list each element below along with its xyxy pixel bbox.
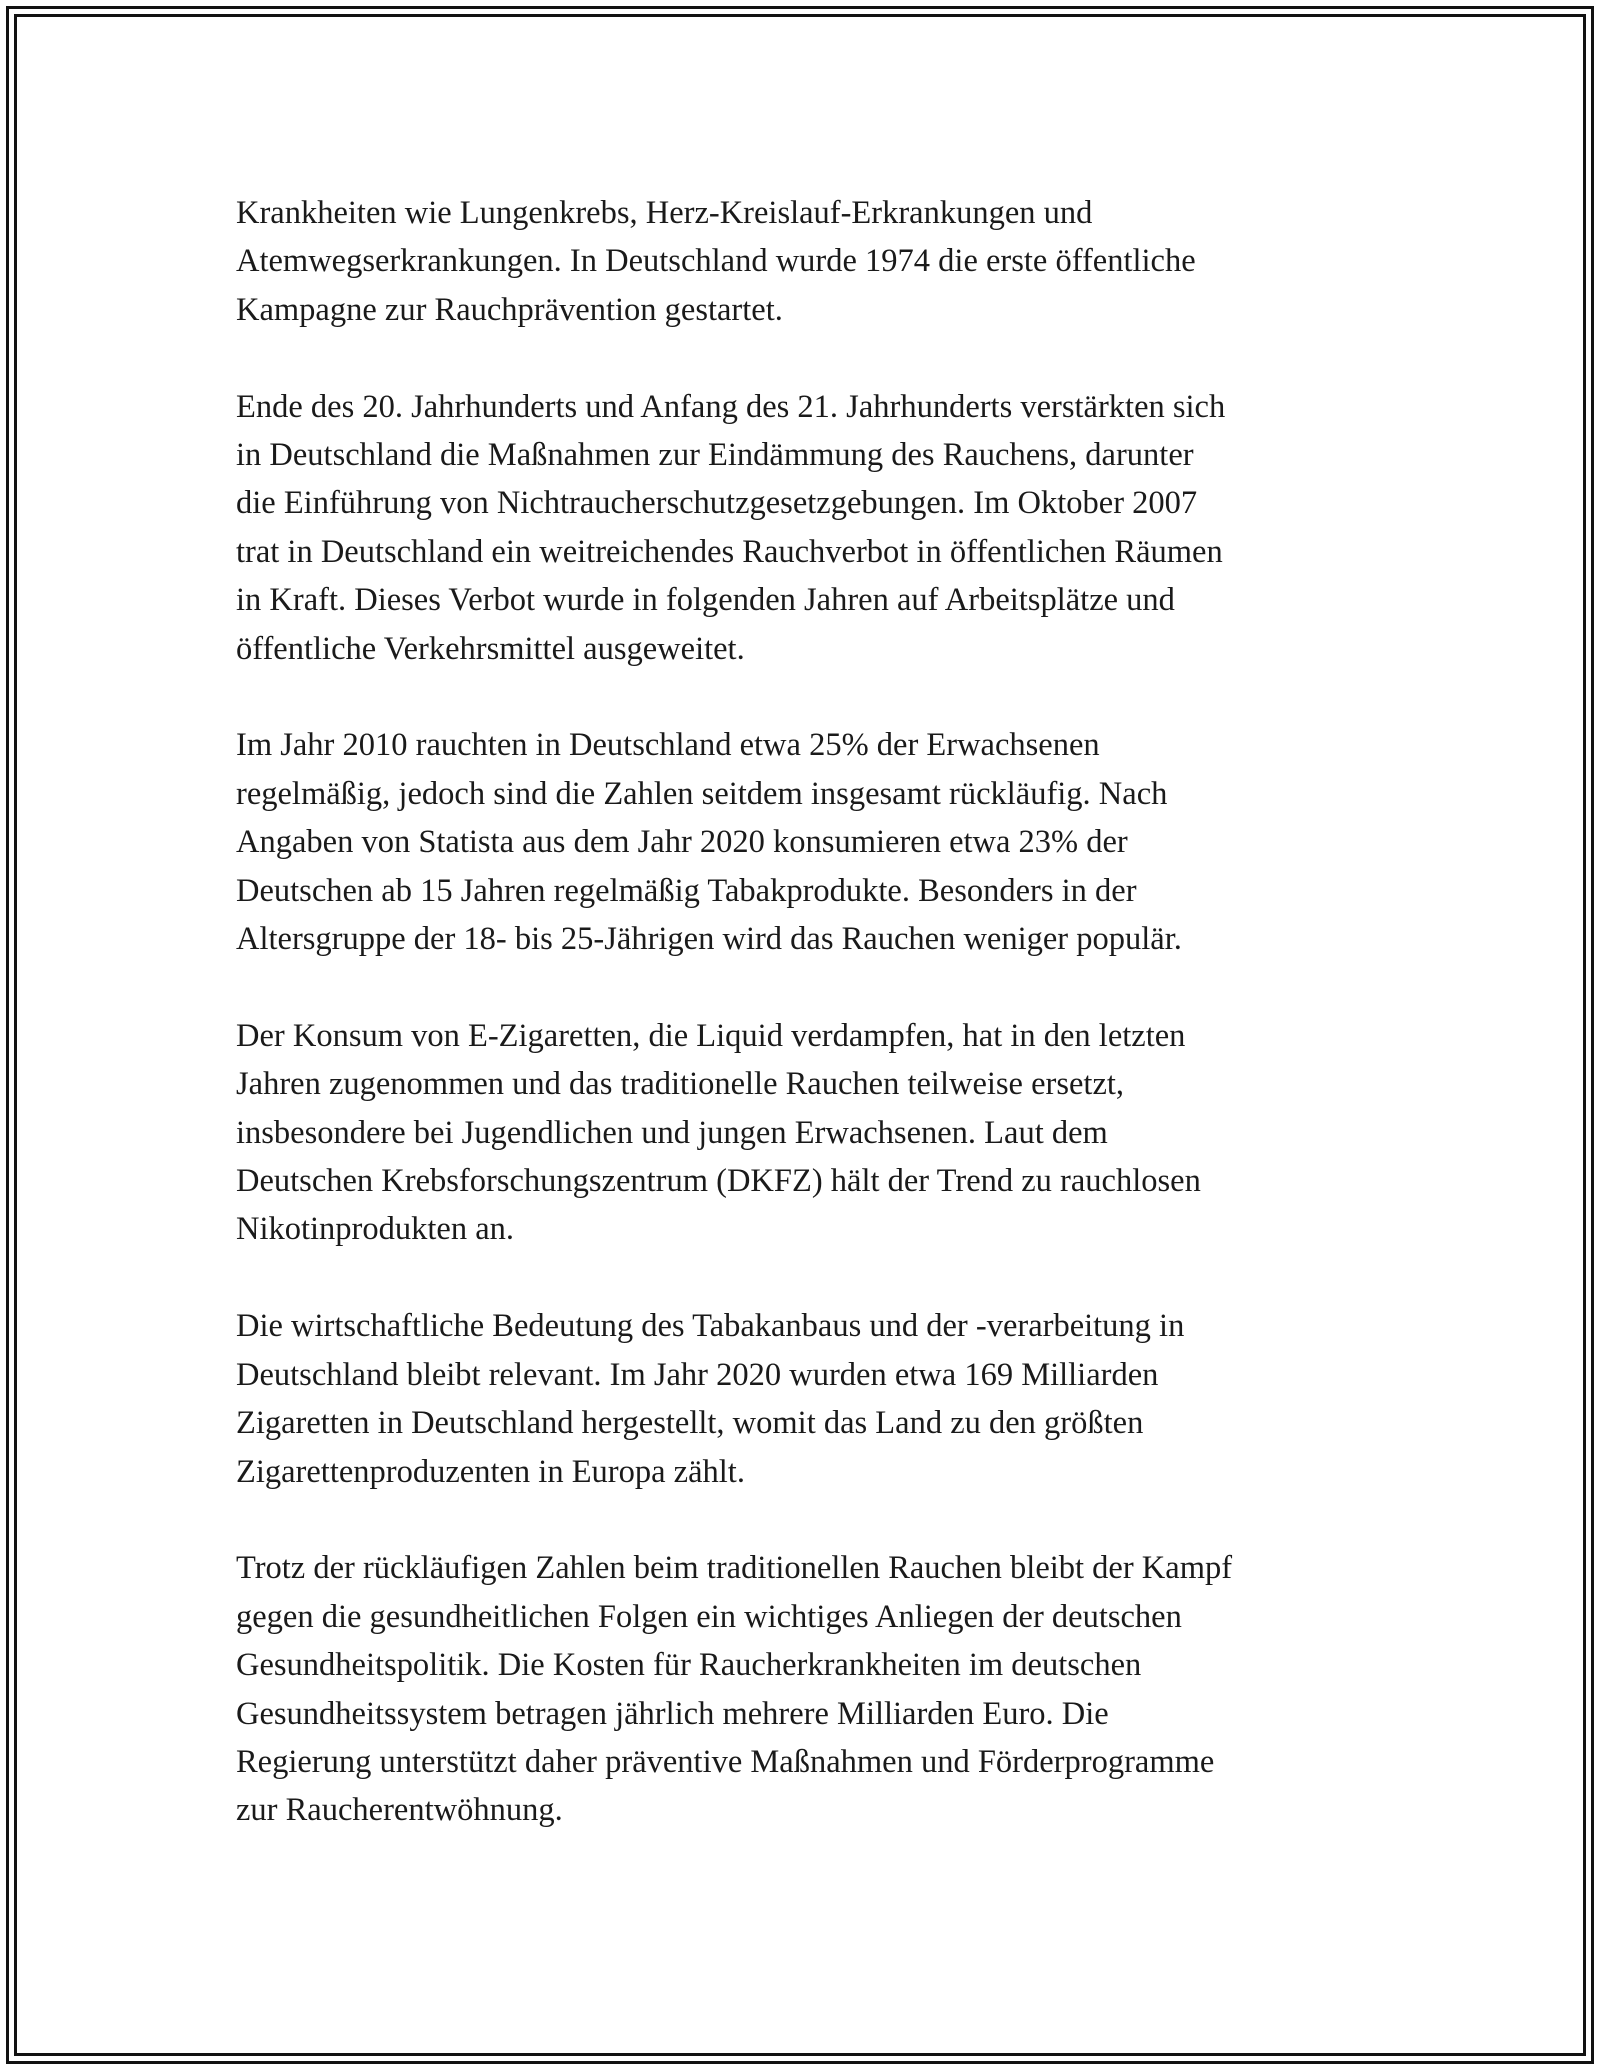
paragraph-health-campaign: Krankheiten wie Lungenkrebs, Herz-Kreislauf-Erkrankungen und Atemwegserkrankungen. In Deutschland wurde 1974 die erste öffentliche Kampagne zur Rauchprävention gestartet. bbox=[236, 195, 1196, 328]
paragraph-economic-importance: Die wirtschaftliche Bedeutung des Tabakanbaus und der -verarbeitung in Deutschland bleibt relevant. Im Jahr 2020 wurden etwa 169 Milliarden Zigaretten in Deutschland hergestellt, womit das Land zu den größten Zigarettenproduzenten in Europa zählt. bbox=[236, 1308, 1185, 1490]
paragraph-smoking-ban: Ende des 20. Jahrhunderts und Anfang des 21. Jahrhunderts verstärkten sich in Deutschland die Maßnahmen zur Eindämmung des Rauchens, darunter die Einführung von Nichtraucherschutzgesetzgebungen. Im Oktober 2007 trat in Deutschland ein weitreichendes Rauchverbot in öffentlichen Räumen in Kraft. Dieses Verbot wurde in folgenden Jahren auf Arbeitsplätze und öffentliche Verkehrsmittel ausgeweitet. bbox=[236, 388, 1226, 667]
paragraph-e-cigarettes: Der Konsum von E-Zigaretten, die Liquid verdampfen, hat in den letzten Jahren zugenommen und das traditionelle Rauchen teilweise ersetzt, insbesondere bei Jugendlichen und jungen Erwachsenen. Laut dem Deutschen Krebsforschungszentrum (DKFZ) hält der Trend zu rauchlosen Nikotinprodukten an. bbox=[236, 1017, 1201, 1248]
paragraph-smoking-statistics: Im Jahr 2010 rauchten in Deutschland etwa 25% der Erwachsenen regelmäßig, jedoch sind die Zahlen seitdem insgesamt rückläufig. Nach Angaben von Statista aus dem Jahr 2020 konsumieren etwa 23% der Deutschen ab 15 Jahren regelmäßig Tabakprodukte. Besonders in der Altersgruppe der 18- bis 25-Jährigen wird das Rauchen weniger populär. bbox=[236, 727, 1182, 958]
paragraph-health-policy: Trotz der rückläufigen Zahlen beim traditionellen Rauchen bleibt der Kampf gegen die gesundheitlichen Folgen ein wichtiges Anliegen der deutschen Gesundheitspolitik. Die Kosten für Raucherkrankheiten im deutschen Gesundheitssystem betragen jährlich mehrere Milliarden Euro. Die Regierung unterstützt daher präventive Maßnahmen und Förderprogramme zur Raucherentwöhnung. bbox=[236, 1550, 1233, 1829]
document-body bbox=[236, 189, 1376, 1883]
